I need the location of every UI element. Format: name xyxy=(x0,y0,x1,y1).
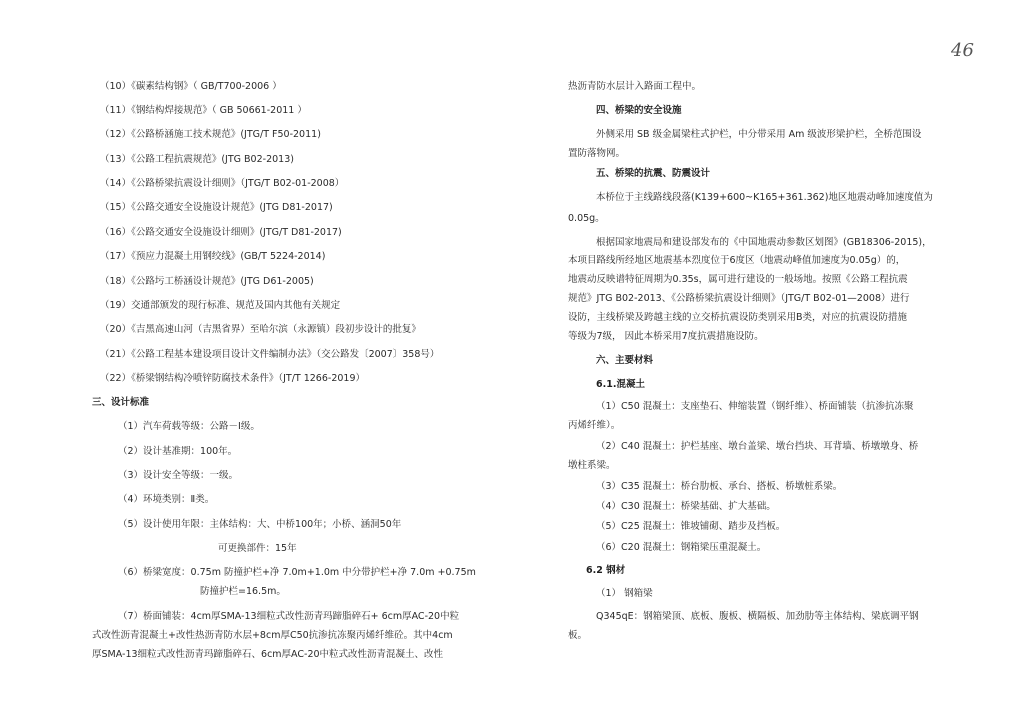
paragraph-line: 设防，主线桥梁及跨越主线的立交桥抗震设防类别采用B类，对应的抗震设防措施 xyxy=(568,312,908,323)
standard-item-continuation: 可更换部件：15年 xyxy=(218,543,297,554)
material-item: （1） 钢箱梁 xyxy=(596,588,653,599)
standard-item: （3）设计安全等级：一级。 xyxy=(118,470,239,481)
reference-item: （13）《公路工程抗震规范》(JTG B02-2013) xyxy=(100,154,294,165)
reference-item: （22）《桥梁钢结构冷喷锌防腐技术条件》（JT/T 1266-2019） xyxy=(100,373,365,384)
reference-item: （11）《钢结构焊接规范》（ GB 50661-2011 ） xyxy=(100,105,307,116)
standard-item: （7）桥面铺装：4cm厚SMA-13细粒式改性沥青玛蹄脂碎石+ 6cm厚AC-20中粒 xyxy=(118,611,460,622)
material-item: （6）C20 混凝土：钢箱梁压重混凝土。 xyxy=(596,542,767,553)
section-heading-seismic-design: 五、桥梁的抗震、防震设计 xyxy=(596,168,711,179)
standard-item: （1）汽车荷载等级：公路－Ⅰ级。 xyxy=(118,421,260,432)
standard-item: （4）环境类别：Ⅱ类。 xyxy=(118,494,215,505)
section-heading-safety-facilities: 四、桥梁的安全设施 xyxy=(596,105,682,116)
paragraph-line: 规范》JTG B02-2013、《公路桥梁抗震设计细则》（JTG/T B02-01—2008）进行 xyxy=(568,293,910,304)
paragraph-line: 根据国家地震局和建设部发布的《中国地震动参数区划图》(GB18306-2015)， xyxy=(596,237,932,248)
page-number: 46 xyxy=(951,40,974,61)
paragraph-line: 置防落物网。 xyxy=(568,148,626,159)
standard-item: （6）桥梁宽度：0.75m 防撞护栏+净 7.0m+1.0m 中分带护栏+净 7.0m +0.75m xyxy=(118,567,476,578)
standard-item-continuation: 防撞护栏=16.5m。 xyxy=(200,586,286,597)
material-item: （4）C30 混凝土：桥梁基础、扩大基础。 xyxy=(596,501,776,512)
standard-item: （5）设计使用年限：主体结构：大、中桥100年；小桥、涵洞50年 xyxy=(118,519,402,530)
material-item: （1）C50 混凝土：支座垫石、伸缩装置（钢纤维）、桥面铺装（抗渗抗冻聚 xyxy=(596,401,914,412)
material-item-continuation: 墩柱系梁。 xyxy=(568,460,616,471)
reference-item: （15）《公路交通安全设施设计规范》(JTG D81-2017) xyxy=(100,202,333,213)
subsection-heading-steel: 6.2 钢材 xyxy=(586,565,626,576)
material-item: （3）C35 混凝土：桥台肋板、承台、搭板、桥墩桩系梁。 xyxy=(596,481,843,492)
reference-item: （10）《碳素结构钢》（ GB/T700-2006 ） xyxy=(100,81,282,92)
reference-item: （17）《预应力混凝土用钢绞线》(GB/T 5224-2014) xyxy=(100,251,326,262)
subsection-heading-concrete: 6.1.混凝土 xyxy=(596,379,645,390)
reference-item: （12）《公路桥涵施工技术规范》(JTG/T F50-2011) xyxy=(100,129,321,140)
reference-item: （14）《公路桥梁抗震设计细则》（JTG/T B02-01-2008） xyxy=(100,178,345,189)
paragraph-line: 等级为7级， 因此本桥采用7度抗震措施设防。 xyxy=(568,331,764,342)
material-item: Q345qE：钢箱梁顶、底板、腹板、横隔板、加劲肋等主体结构、梁底调平钢 xyxy=(596,611,919,622)
paragraph-line: 0.05g。 xyxy=(568,213,605,224)
standard-item-continuation: 式改性沥青混凝土+改性热沥青防水层+8cm厚C50抗渗抗冻聚丙烯纤维砼。其中4cm xyxy=(92,630,453,641)
reference-item: （21）《公路工程基本建设项目设计文件编制办法》（交公路发〔2007〕358号） xyxy=(100,349,440,360)
material-item: （2）C40 混凝土：护栏基座、墩台盖梁、墩台挡块、耳背墙、桥墩墩身、桥 xyxy=(596,441,919,452)
paragraph-line: 本桥位于主线路线段落(K139+600~K165+361.362)地区地震动峰加速度值为 xyxy=(596,192,933,203)
paragraph-line: 热沥青防水层计入路面工程中。 xyxy=(568,81,702,92)
section-heading-main-materials: 六、主要材料 xyxy=(596,355,654,366)
paragraph-line: 本项目路线所经地区地震基本烈度位于6度区（地震动峰值加速度为0.05g）的， xyxy=(568,255,906,266)
paragraph-line: 地震动反映谱特征周期为0.35s，属可进行建设的一般场地。按照《公路工程抗震 xyxy=(568,274,908,285)
standard-item: （2）设计基准期：100年。 xyxy=(118,446,238,457)
material-item-continuation: 丙烯纤维）。 xyxy=(568,420,621,431)
standard-item-continuation: 厚SMA-13细粒式改性沥青玛蹄脂碎石、6cm厚AC-20中粒式改性沥青混凝土、改性 xyxy=(92,649,444,660)
reference-item: （16）《公路交通安全设施设计细则》(JTG/T D81-2017) xyxy=(100,227,342,238)
material-item-continuation: 板。 xyxy=(568,630,588,641)
material-item: （5）C25 混凝土：锥坡铺砌、踏步及挡板。 xyxy=(596,521,786,532)
reference-item: （18）《公路圬工桥涵设计规范》(JTG D61-2005) xyxy=(100,276,314,287)
paragraph-line: 外侧采用 SB 级金属梁柱式护栏，中分带采用 Am 级波形梁护栏，全桥范围设 xyxy=(596,129,922,140)
section-heading-design-standards: 三、设计标准 xyxy=(92,397,150,408)
reference-item: （19）交通部颁发的现行标准、规范及国内其他有关规定 xyxy=(100,300,341,311)
reference-item: （20）《吉黑高速山河（吉黑省界）至哈尔滨（永源镇）段初步设计的批复》 xyxy=(100,324,421,335)
